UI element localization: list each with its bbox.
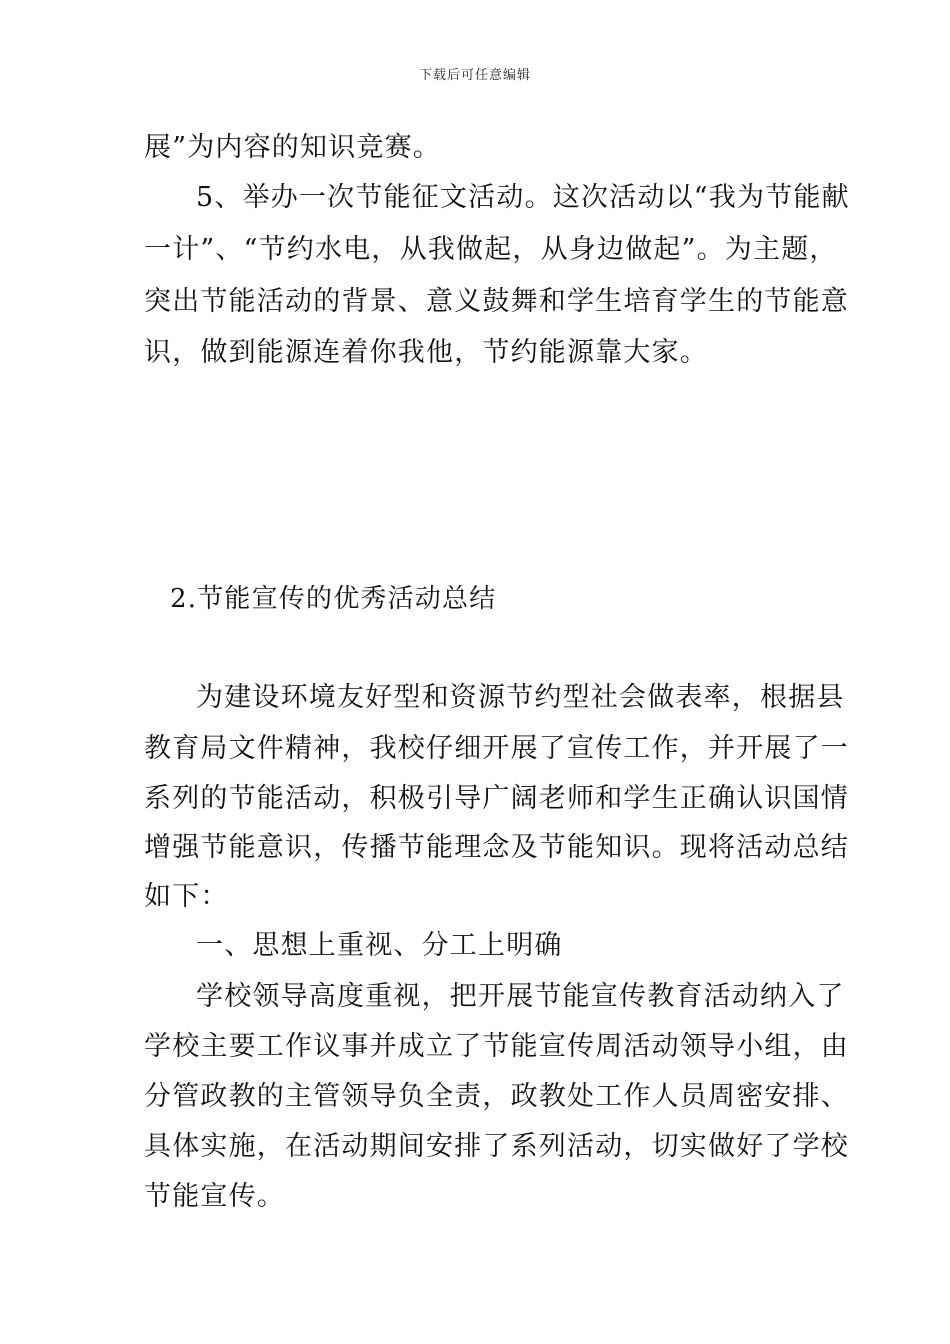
body-line: 具体实施，在活动期间安排了系列活动，切实做好了学校: [144, 1131, 849, 1162]
body-line: 学校领导高度重视，把开展节能宣传教育活动纳入了: [196, 981, 845, 1012]
body-line: 一计”、“节约水电，从我做起，从身边做起”。为主题，: [144, 234, 838, 265]
section-title: 2.节能宣传的优秀活动总结: [170, 584, 497, 614]
body-line: 为建设环境友好型和资源节约型社会做表率，根据县: [196, 682, 845, 713]
body-line: 识，做到能源连着你我他，节约能源靠大家。: [144, 337, 708, 368]
subheading: 一、思想上重视、分工上明确: [196, 930, 563, 961]
body-line: 系列的节能活动，积极引导广阔老师和学生正确认识国情: [144, 783, 849, 814]
body-line: 节能宣传。: [144, 1181, 285, 1212]
body-line: 突出节能活动的背景、意义鼓舞和学生培育学生的节能意: [144, 286, 849, 317]
body-line: 增强节能意识，传播节能理念及节能知识。现将活动总结: [144, 832, 849, 863]
body-line: 展”为内容的知识竞赛。: [144, 132, 442, 163]
body-line: 教育局文件精神，我校仔细开展了宣传工作，并开展了一: [144, 733, 849, 764]
body-line: 5、举办一次节能征文活动。这次活动以“我为节能献: [196, 182, 850, 213]
body-line: 如下：: [144, 881, 229, 912]
body-line: 学校主要工作议事并成立了节能宣传周活动领导小组，由: [144, 1031, 849, 1062]
page-header-note: 下载后可任意编辑: [418, 68, 531, 83]
body-line: 分管政教的主管领导负全责，政教处工作人员周密安排、: [144, 1081, 849, 1112]
